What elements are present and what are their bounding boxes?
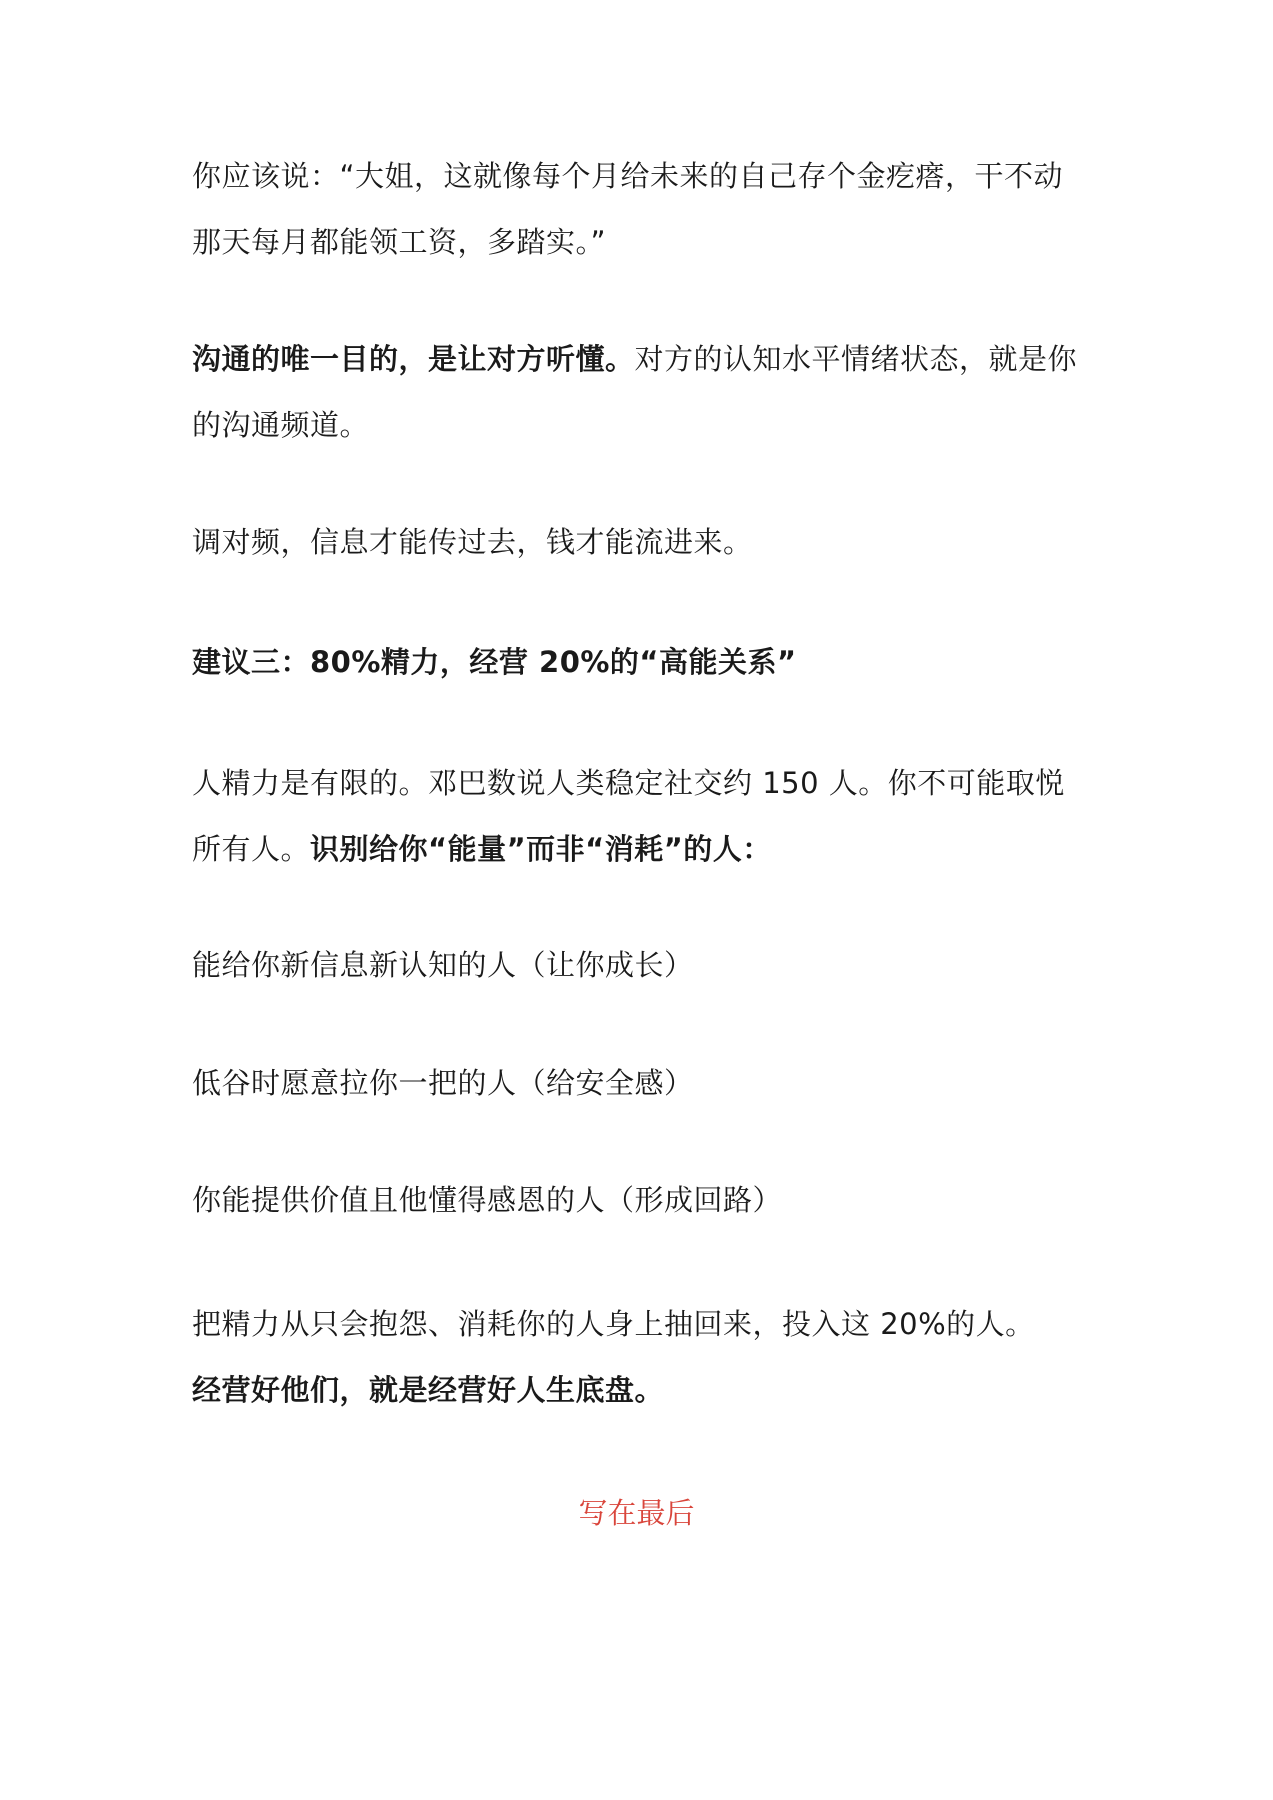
paragraph-text: 你应该说：“大姐，这就像每个月给未来的自己存个金疙瘩，干不动那天每月都能领工资，多踏实。” (192, 159, 1064, 259)
paragraph-text: 调对频，信息才能传过去，钱才能流进来。 (192, 525, 753, 559)
paragraph-communication-purpose (192, 326, 1092, 458)
paragraph-text: 你能提供价值且他懂得感恩的人（形成回路） (192, 1183, 783, 1217)
list-item-growth (192, 932, 1092, 998)
paragraph-text: 低谷时愿意拉你一把的人（给安全感） (192, 1066, 694, 1100)
bold-emphasis: 识别给你“能量”而非“消耗”的人： (310, 832, 772, 866)
paragraph-text: 能给你新信息新认知的人（让你成长） (192, 948, 694, 982)
paragraph-text: 把精力从只会抱怨、消耗你的人身上抽回来，投入这 20%的人。 (192, 1307, 1035, 1341)
section-heading-suggestion-three (192, 629, 1092, 695)
heading-text: 写在最后 (578, 1496, 695, 1530)
paragraph-reinvest-energy (192, 1291, 1092, 1423)
bold-emphasis: 经营好他们，就是经营好人生底盘。 (192, 1373, 665, 1407)
list-item-loop (192, 1167, 1092, 1233)
heading-text: 建议三：80%精力，经营 20%的“高能关系” (192, 645, 797, 679)
list-item-security (192, 1050, 1092, 1116)
paragraph-suggestion-example (192, 143, 1092, 275)
section-heading-final (0, 1493, 1273, 1533)
paragraph-tune-frequency (192, 509, 1092, 575)
paragraph-dunbar-number (192, 750, 1092, 882)
paragraph-text: 对方的认知水平情绪状态，就是你的沟通频道。 (192, 342, 1078, 442)
paragraph-text: 人精力是有限的。邓巴数说人类稳定社交约 150 人。你不可能取悦所有人。 (192, 766, 1065, 866)
bold-emphasis: 沟通的唯一目的，是让对方听懂。 (192, 342, 635, 376)
